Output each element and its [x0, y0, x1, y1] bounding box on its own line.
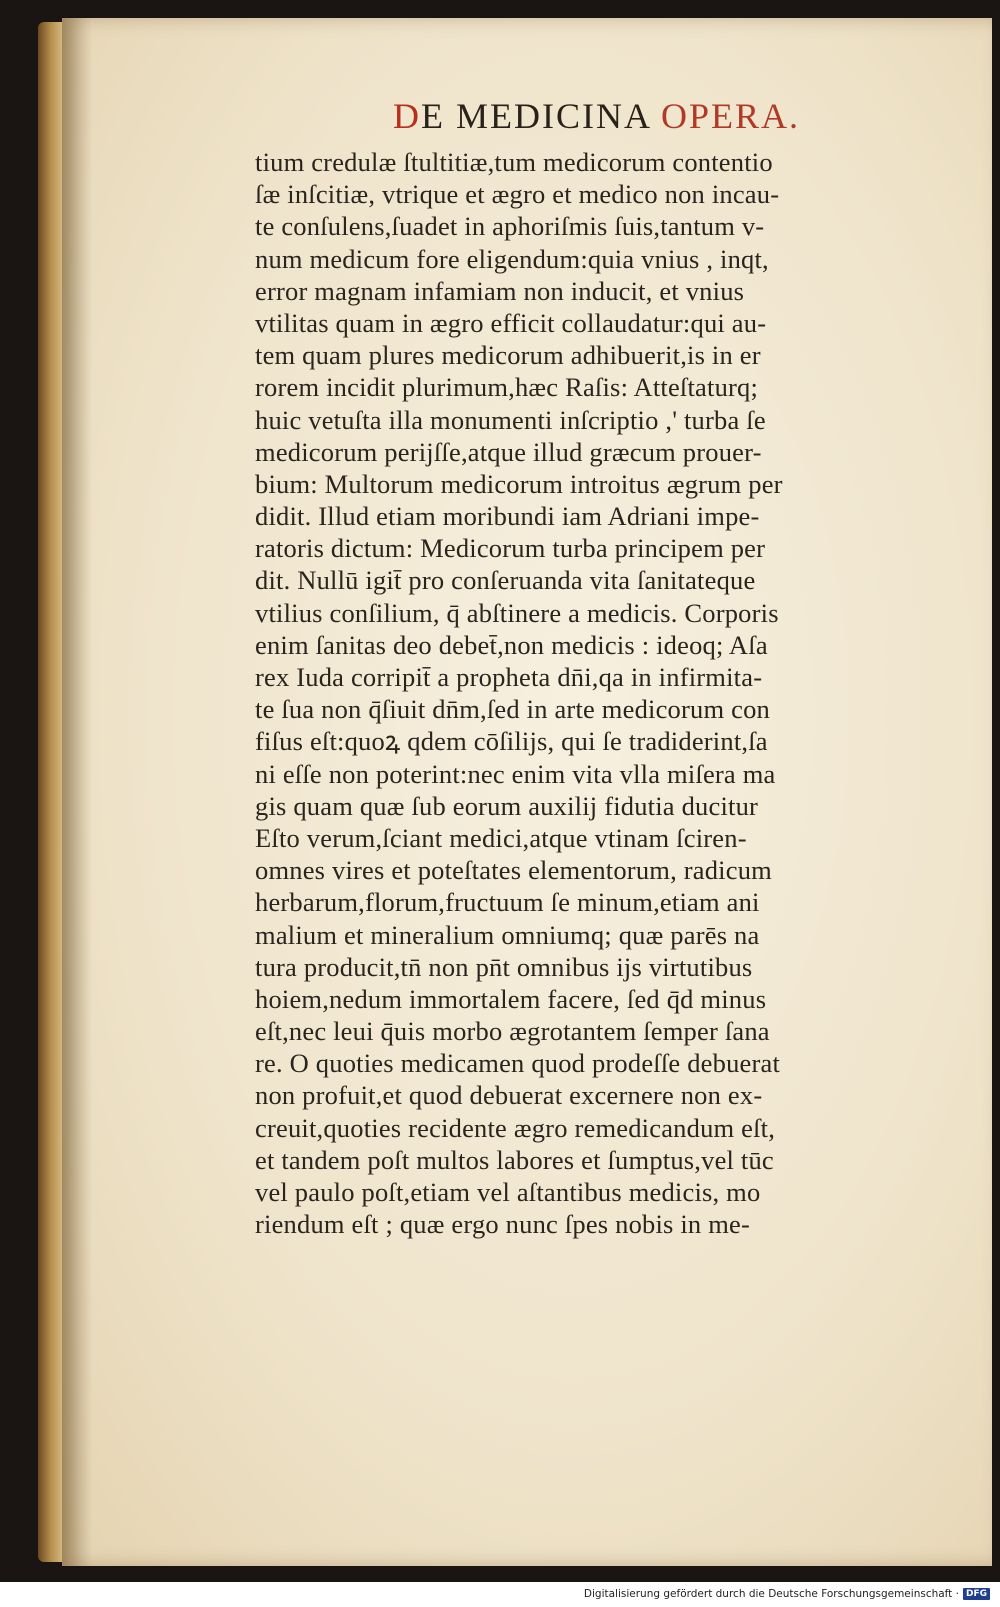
text-line: herbarum,florum,fructuum ſe minum,etiam ani [255, 887, 760, 918]
text-line: ſæ inſcitiæ, vtrique et ægro et medico non incau- [255, 179, 780, 210]
footer-credit: Digitalisierung gefördert durch die Deutsche Forschungsgemeinschaft · [583, 1588, 959, 1600]
text-line: vel paulo poſt,etiam vel aſtantibus medicis, mo [255, 1177, 761, 1207]
running-head-word1: E MEDICINA [421, 96, 650, 136]
text-line: rex Iuda corripit̄ a propheta dn̄i,qa in infirmita- [255, 662, 763, 692]
text-line: ni eſſe non poterint:nec enim vita vlla miſera ma [255, 758, 776, 789]
text-line: tium credulæ ſtultitiæ,tum medicorum contentio [255, 147, 773, 177]
text-line: eſt,nec leui q̄uis morbo ægrotantem ſemper ſana [255, 1016, 770, 1047]
text-line: vtilitas quam in ægro efficit collaudatur:qui au- [255, 307, 767, 338]
text-line: et tandem poſt multos labores et ſumptus,vel tūc [255, 1144, 774, 1175]
text-line: fiſus eſt:quoꝝ qdem cōſilijs, qui ſe tradiderint,ſa [255, 726, 768, 757]
text-line: medicorum perijſſe,atque illud græcum prouer- [255, 436, 762, 467]
running-head-word2: OPERA. [661, 96, 801, 136]
text-line: rorem incidit plurimum,hæc Raſis: Atteſtaturq; [255, 372, 759, 403]
running-head-initial: D [393, 96, 421, 136]
text-line: num medicum fore eligendum:quia vnius , inqt, [255, 243, 769, 274]
text-line: enim ſanitas deo debet̄,non medicis : ideoq; Aſa [255, 629, 768, 660]
text-line: gis quam quæ ſub eorum auxilij fidutia ducitur [255, 790, 759, 821]
text-line: te ſua non q̄ſiuit dn̄m,ſed in arte medicorum con [255, 694, 770, 725]
text-line: hoiem,nedum immortalem facere, ſed q̄d minus [255, 983, 767, 1014]
text-line: ratoris dictum: Medicorum turba principem per [255, 533, 766, 564]
text-line: tura producit,tn̄ non pn̄t omnibus ijs virtutibus [255, 951, 753, 982]
text-line: omnes vires et poteſtates elementorum, radicum [255, 855, 772, 886]
text-line: riendum eſt ; quæ ergo nunc ſpes nobis in me- [255, 1209, 751, 1240]
text-line: didit. Illud etiam moribundi iam Adriani impe- [255, 501, 760, 532]
gutter-shadow [62, 18, 92, 1566]
text-line: creuit,quoties recidente ægro remedicandum eſt, [255, 1112, 776, 1143]
text-line: malium et mineralium omniumq; quæ parēs na [255, 919, 760, 950]
text-line: vtilius conſilium, q̄ abſtinere a medicis. Corporis [255, 597, 779, 628]
text-block [255, 146, 920, 1240]
running-head [393, 95, 853, 139]
text-line: Eſto verum,ſciant medici,atque vtinam ſciren- [255, 822, 747, 853]
text-line: bium: Multorum medicorum introitus ægrum per [255, 468, 783, 499]
text-line: te conſulens,ſuadet in aphoriſmis ſuis,tantum v- [255, 211, 765, 242]
text-line: tem quam plures medicorum adhibuerit,is in er [255, 340, 761, 371]
text-line: error magnam infamiam non inducit, et vnius [255, 275, 745, 306]
text-line: re. O quoties medicamen quod prodeſſe debuerat [255, 1048, 781, 1079]
text-line: dit. Nullū igit̄ pro conſeruanda vita ſanitateque [255, 565, 756, 596]
text-line: huic vetuſta illa monumenti inſcriptio ,' turba ſe [255, 404, 766, 435]
text-line: non profuit,et quod debuerat excernere non ex- [255, 1080, 763, 1111]
dfg-logo: DFG [963, 1588, 990, 1600]
digitization-footer [584, 1585, 990, 1603]
